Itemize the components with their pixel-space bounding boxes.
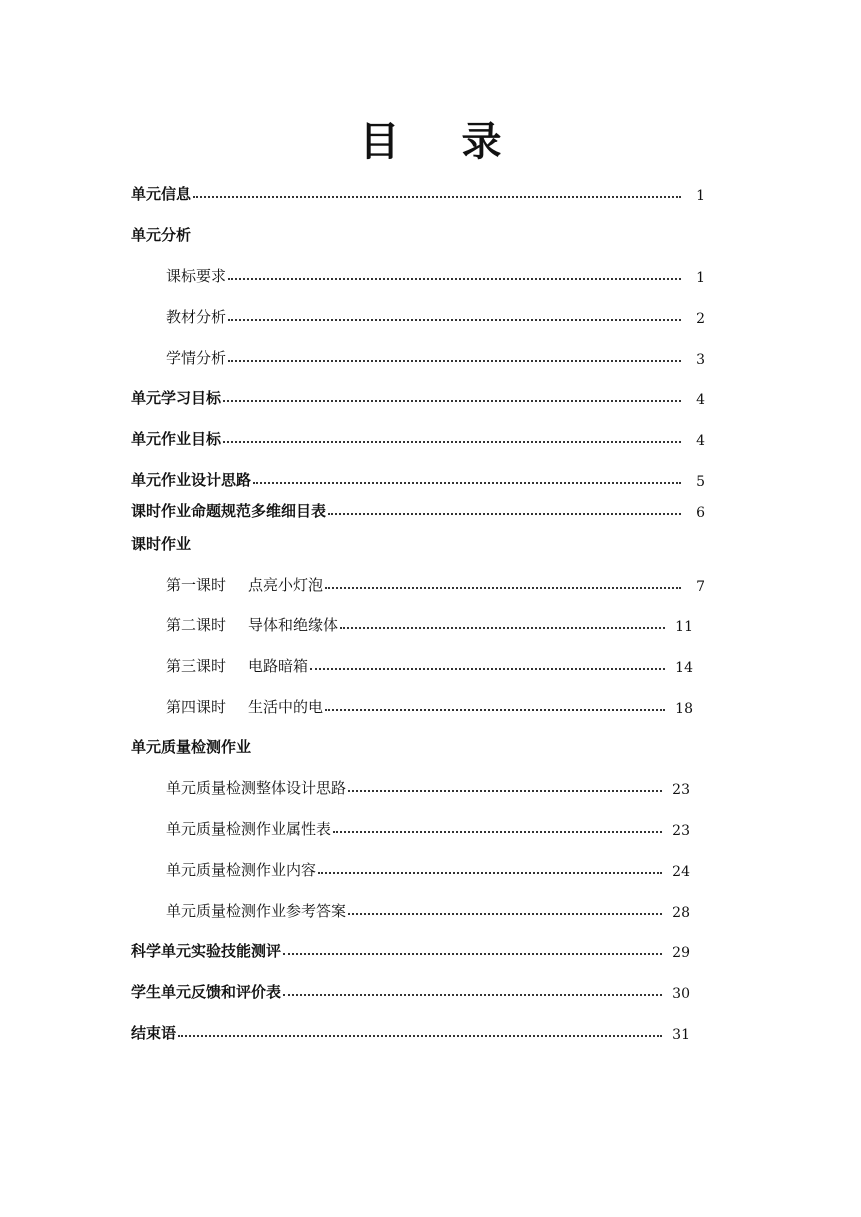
toc-page-number: 1 — [696, 270, 705, 286]
toc-entry-lesson-3[interactable] — [166, 652, 693, 676]
toc-entry-student-analysis[interactable] — [166, 344, 705, 368]
dot-leader — [223, 400, 681, 402]
dot-leader — [348, 913, 662, 915]
toc-page-number: 1 — [696, 188, 705, 204]
dot-leader — [283, 953, 662, 955]
dot-leader — [318, 872, 662, 874]
toc-entry-label — [166, 614, 338, 635]
toc-entry-label — [166, 696, 323, 717]
toc-entry-label: 单元分析 — [131, 226, 192, 244]
toc-entry-label: 课时作业命题规范多维细目表 — [131, 502, 327, 520]
toc-page-number: 2 — [696, 311, 705, 327]
toc-entry-lab-skills[interactable] — [131, 937, 690, 961]
dot-leader — [228, 319, 681, 321]
lesson-number: 第一课时 — [166, 576, 227, 594]
toc-page-number: 3 — [696, 352, 705, 368]
toc-entry-label: 单元质量检测作业内容 — [166, 861, 317, 879]
toc-entry-label: 学生单元反馈和评价表 — [131, 983, 282, 1001]
dot-leader — [325, 709, 665, 711]
toc-entry-label — [166, 655, 308, 676]
dot-leader — [283, 994, 662, 996]
toc-entry-test-content[interactable] — [166, 856, 690, 880]
toc-entry-label: 单元学习目标 — [131, 389, 222, 407]
toc-entry-unit-info[interactable] — [131, 180, 705, 204]
toc-entry-label: 单元质量检测作业 — [131, 738, 252, 756]
toc-heading-lesson-homework[interactable] — [131, 530, 331, 554]
toc-entry-homework-goals[interactable] — [131, 425, 705, 449]
dot-leader — [348, 790, 662, 792]
dot-leader — [328, 513, 681, 515]
toc-page-number: 6 — [696, 505, 705, 521]
toc-page-number: 4 — [696, 433, 705, 449]
toc-entry-learning-goals[interactable] — [131, 384, 705, 408]
toc-entry-design-ideas[interactable] — [131, 466, 705, 490]
toc-entry-label: 课标要求 — [166, 267, 227, 285]
toc-entry-test-attributes[interactable] — [166, 815, 690, 839]
dot-leader — [223, 441, 681, 443]
toc-entry-conclusion[interactable] — [131, 1019, 690, 1043]
toc-entry-lesson-1[interactable] — [166, 571, 705, 595]
toc-page-number: 11 — [675, 619, 693, 635]
toc-page-number: 5 — [696, 474, 705, 490]
lesson-title: 导体和绝缘体 — [248, 616, 339, 634]
toc-entry-label: 单元作业目标 — [131, 430, 222, 448]
toc-entry-label: 单元信息 — [131, 185, 192, 203]
toc-page-number: 28 — [672, 905, 690, 921]
page-title: 目 录 — [359, 118, 526, 165]
toc-page-number: 18 — [675, 701, 693, 717]
dot-leader — [325, 587, 681, 589]
toc-entry-test-design[interactable] — [166, 774, 690, 798]
dot-leader — [193, 196, 681, 198]
toc-page-number: 24 — [672, 864, 690, 880]
toc-entry-lesson-4[interactable] — [166, 693, 693, 717]
toc-entry-textbook-analysis[interactable] — [166, 303, 705, 327]
toc-entry-spec-table[interactable] — [131, 497, 705, 521]
dot-leader — [333, 831, 662, 833]
dot-leader — [228, 360, 681, 362]
toc-entry-label: 科学单元实验技能测评 — [131, 942, 282, 960]
lesson-title: 生活中的电 — [248, 698, 324, 716]
toc-entry-label: 单元质量检测作业属性表 — [166, 820, 332, 838]
lesson-number: 第三课时 — [166, 657, 227, 675]
toc-entry-lesson-2[interactable] — [166, 611, 693, 635]
toc-entry-test-answers[interactable] — [166, 897, 690, 921]
dot-leader — [228, 278, 681, 280]
toc-entry-feedback-form[interactable] — [131, 978, 690, 1002]
dot-leader — [340, 627, 665, 629]
toc-page-number: 14 — [675, 660, 693, 676]
toc-entry-label: 教材分析 — [166, 308, 227, 326]
toc-entry-label: 单元作业设计思路 — [131, 471, 252, 489]
toc-entry-label — [166, 574, 323, 595]
toc-heading-quality-test[interactable] — [131, 733, 381, 757]
toc-entry-curriculum-requirements[interactable] — [166, 262, 705, 286]
lesson-title: 点亮小灯泡 — [248, 576, 324, 594]
dot-leader — [310, 668, 665, 670]
toc-page-number: 29 — [672, 945, 690, 961]
toc-page-number: 31 — [672, 1027, 690, 1043]
toc-entry-label: 学情分析 — [166, 349, 227, 367]
toc-page-number: 30 — [672, 986, 690, 1002]
lesson-number: 第二课时 — [166, 616, 227, 634]
toc-page-number: 7 — [696, 579, 705, 595]
toc-entry-label: 单元质量检测整体设计思路 — [166, 779, 347, 797]
toc-entry-label: 结束语 — [131, 1024, 177, 1042]
dot-leader — [178, 1035, 662, 1037]
toc-page-number: 23 — [672, 823, 690, 839]
toc-entry-label: 课时作业 — [131, 535, 192, 553]
lesson-number: 第四课时 — [166, 698, 227, 716]
lesson-title: 电路暗箱 — [248, 657, 309, 675]
toc-heading-unit-analysis[interactable] — [131, 221, 331, 245]
toc-page-number: 4 — [696, 392, 705, 408]
toc-entry-label: 单元质量检测作业参考答案 — [166, 902, 347, 920]
dot-leader — [253, 482, 681, 484]
toc-page-number: 23 — [672, 782, 690, 798]
